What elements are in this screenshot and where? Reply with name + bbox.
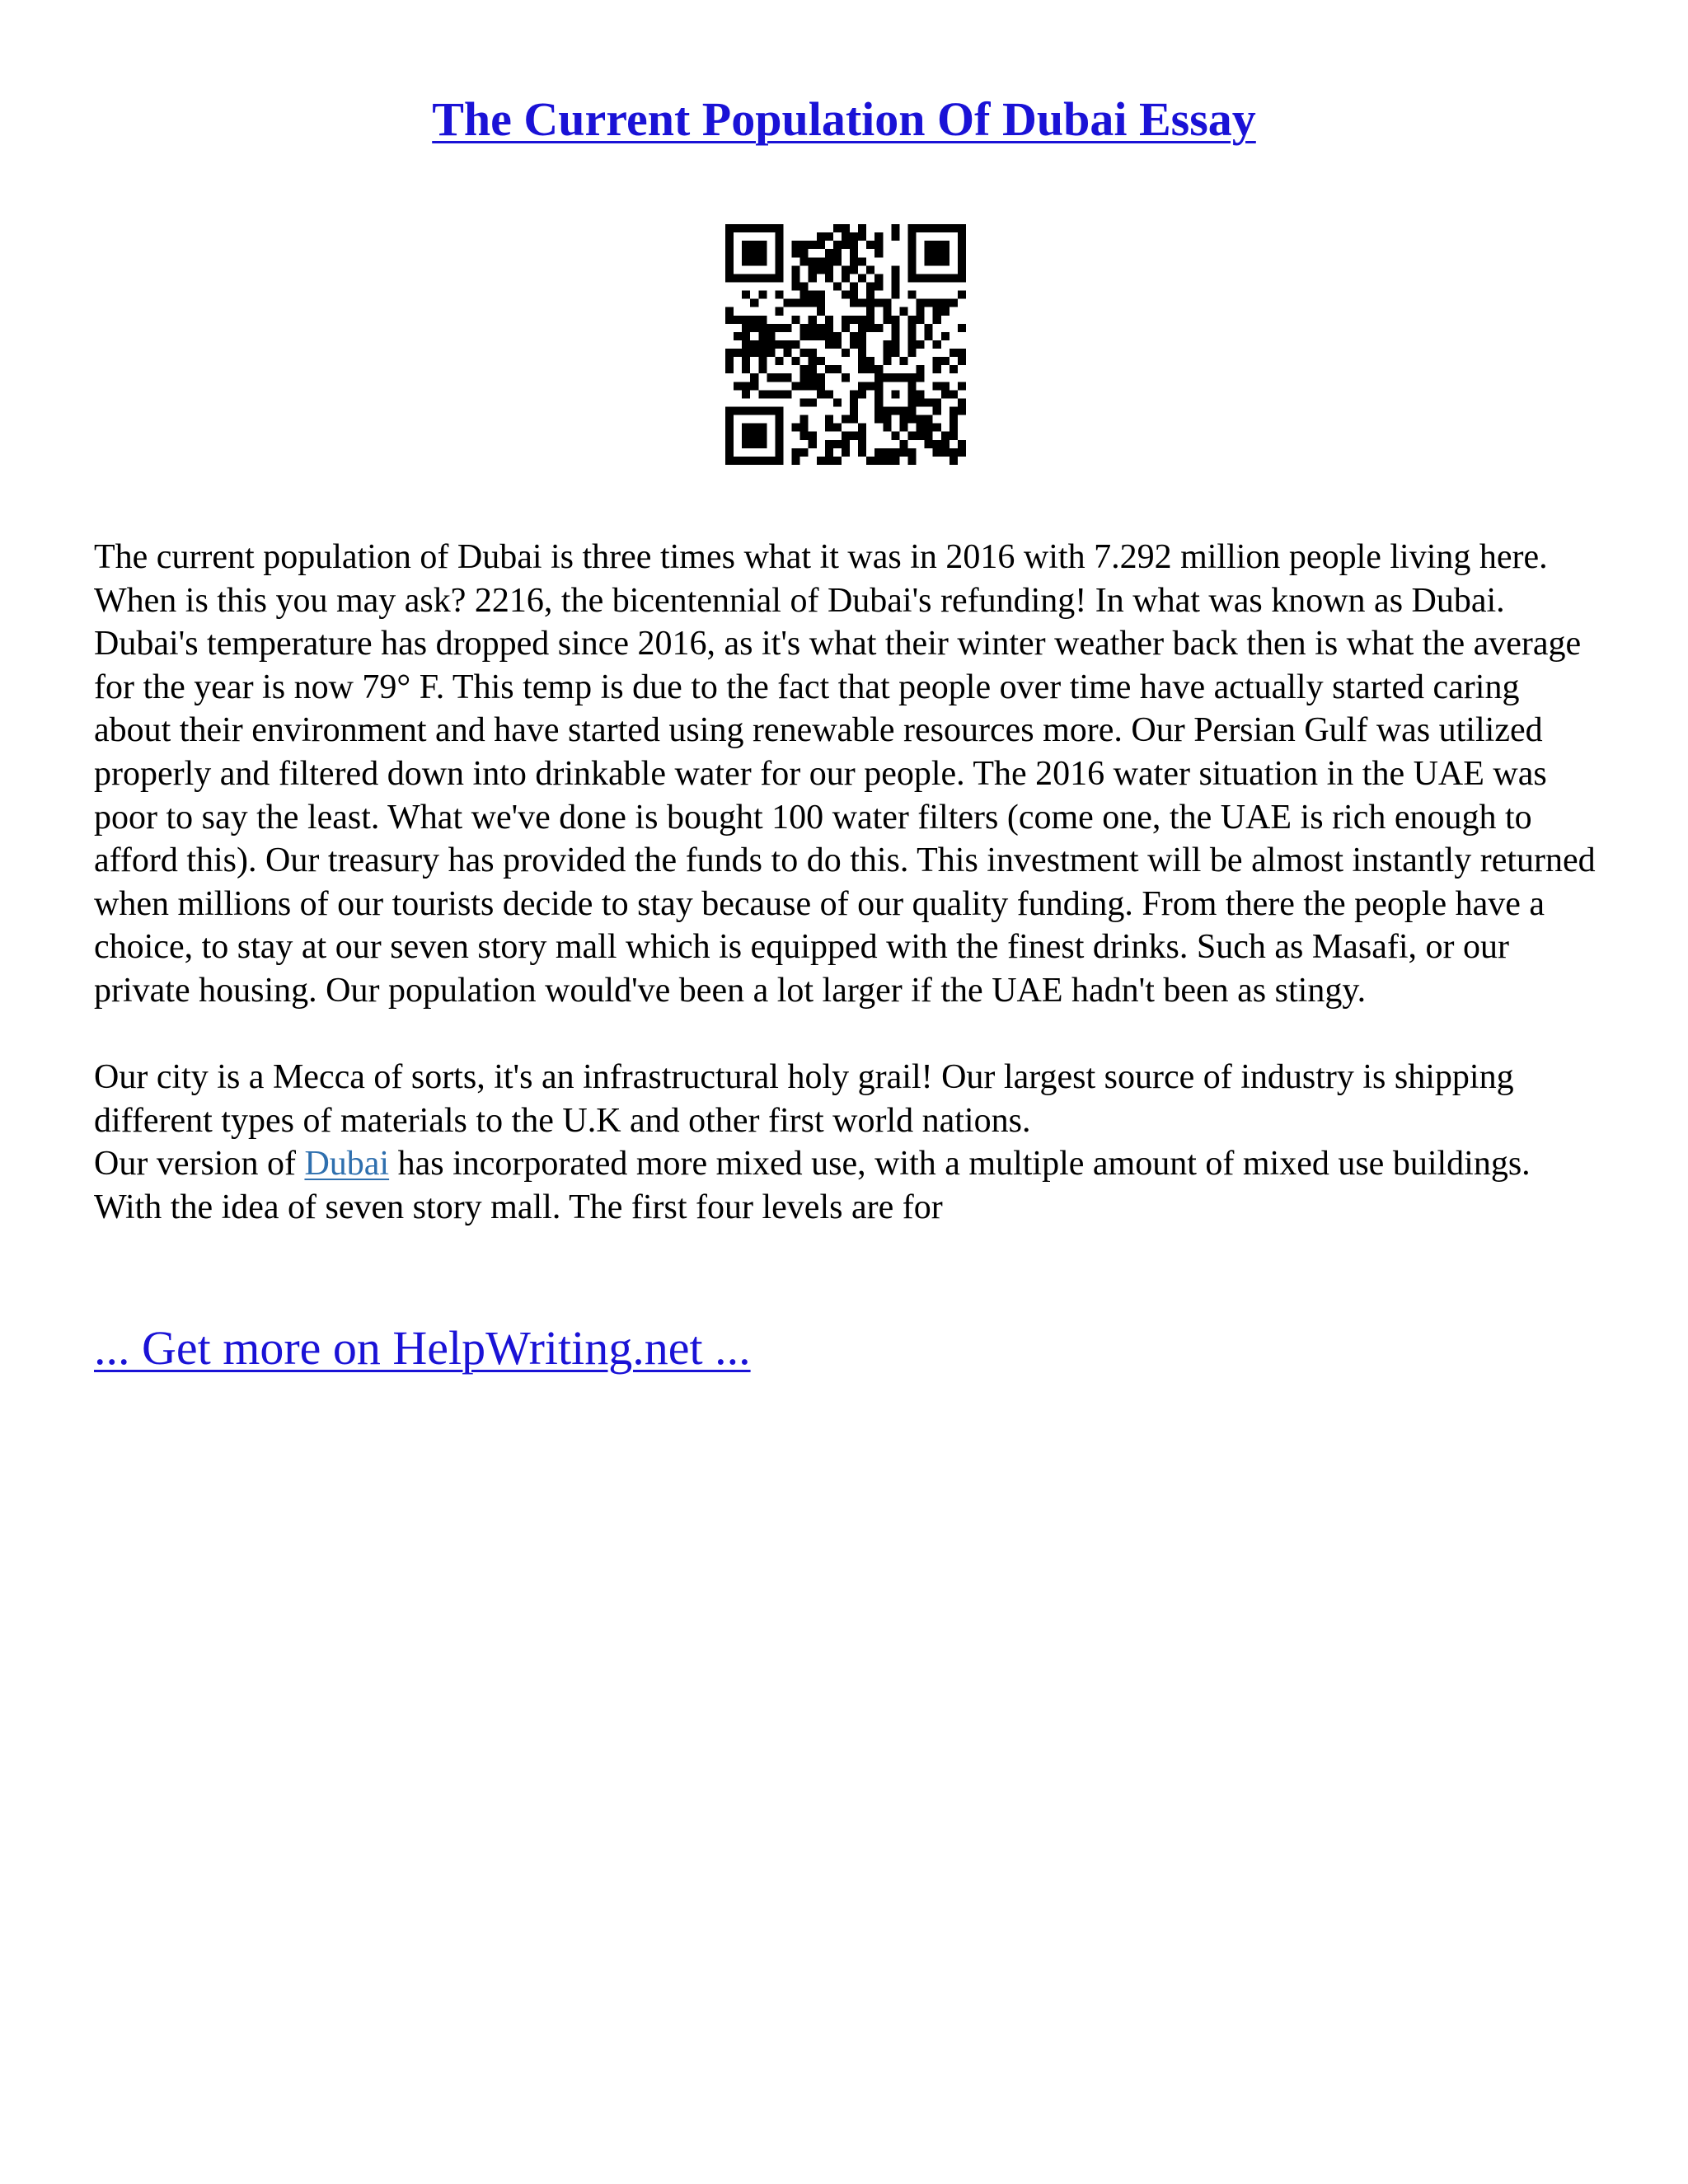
essay-paragraph [94,1142,1602,1229]
paragraph-text: Our version of [94,1145,305,1183]
get-more-container [94,1317,751,1380]
title-link[interactable]: The Current Population Of Dubai Essay [432,92,1256,146]
dubai-link[interactable]: Dubai [304,1145,390,1183]
qr-code-graphic [725,224,966,465]
page-title [0,87,1688,152]
essay-body [94,536,1602,1230]
paragraph-text: has incorporated more mixed use, with a multiple amount of mixed use buildings. With the idea of seven story mall. The first four levels are for [94,1145,1531,1226]
get-more-link[interactable]: ... Get more on HelpWriting.net ... [94,1321,751,1375]
essay-paragraph: Our city is a Mecca of sorts, it's an infrastructural holy grail! Our largest source of industry is shipping different types of materials to the U.K and other first world nations. [94,1058,1514,1140]
qr-code-icon [725,224,966,465]
essay-paragraph: The current population of Dubai is three times what it was in 2016 with 7.292 million people living here. When is this you may ask? 2216, the bicentennial of Dubai's refunding! In what was known as Dubai. Dubai's temperature has dropped since 2016, as it's what their winter weather back then is what the average for the year is now 79° F. This temp is due to the fact that people over time have actually started caring about their environment and have started using renewable resources more. Our Persian Gulf was utilized properly and filtered down into drinkable water for our people. The 2016 water situation in the UAE was poor to say the least. What we've done is bought 100 water filters (come one, the UAE is rich enough to afford this). Our treasury has provided the funds to do this. This investment will be almost instantly returned when millions of our tourists decide to stay because of our quality funding. From there the people have a choice, to stay at our seven story mall which is equipped with the finest drinks. Such as Masafi, or our private housing. Our population would've been a lot larger if the UAE hadn't been as stingy. [94,538,1596,1010]
